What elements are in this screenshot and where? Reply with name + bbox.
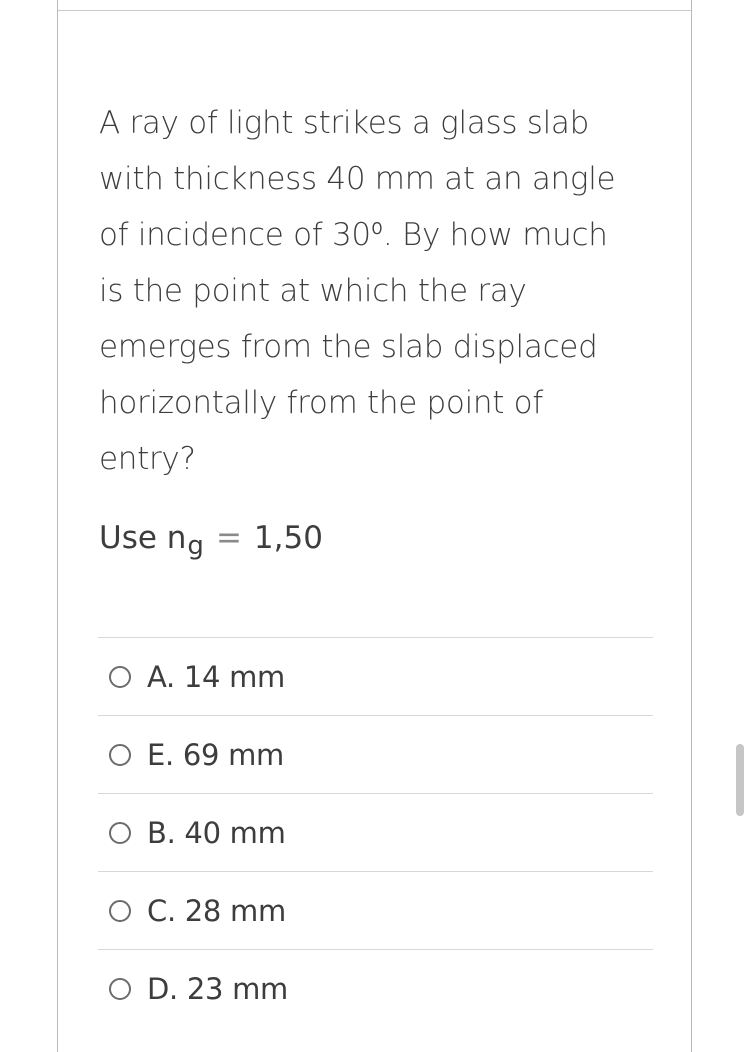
divider <box>58 10 691 11</box>
radio-button-icon[interactable] <box>109 900 131 922</box>
question-line: entry? <box>99 441 196 477</box>
option-a[interactable] <box>98 637 653 715</box>
radio-button-icon[interactable] <box>109 822 131 844</box>
option-d[interactable] <box>98 949 653 1027</box>
option-label: B. 40 mm <box>147 815 286 850</box>
given-equals: = <box>215 520 242 556</box>
given-prefix: Use n <box>99 520 187 556</box>
radio-button-icon[interactable] <box>109 744 131 766</box>
given-value <box>99 513 323 565</box>
question-line: is the point at which the ray <box>99 273 527 309</box>
question-text <box>99 95 659 487</box>
radio-button-icon[interactable] <box>109 978 131 1000</box>
answer-options <box>98 637 653 1027</box>
question-card <box>57 0 692 1052</box>
option-b[interactable] <box>98 793 653 871</box>
radio-button-icon[interactable] <box>109 666 131 688</box>
option-label: E. 69 mm <box>147 737 284 772</box>
given-subscript: g <box>187 531 204 561</box>
question-line: A ray of light strikes a glass slab <box>99 105 589 141</box>
option-label: C. 28 mm <box>147 893 286 928</box>
option-c[interactable] <box>98 871 653 949</box>
option-label: A. 14 mm <box>147 659 285 694</box>
question-line: emerges from the slab displaced <box>99 329 598 365</box>
given-number: 1,50 <box>253 520 323 556</box>
option-e[interactable] <box>98 715 653 793</box>
question-line: with thickness 40 mm at an angle <box>99 161 616 197</box>
option-label: D. 23 mm <box>147 971 288 1006</box>
question-line: horizontally from the point of <box>99 385 543 421</box>
question-line: of incidence of 30⁰. By how much <box>99 217 608 253</box>
scrollbar-thumb[interactable] <box>736 744 744 816</box>
